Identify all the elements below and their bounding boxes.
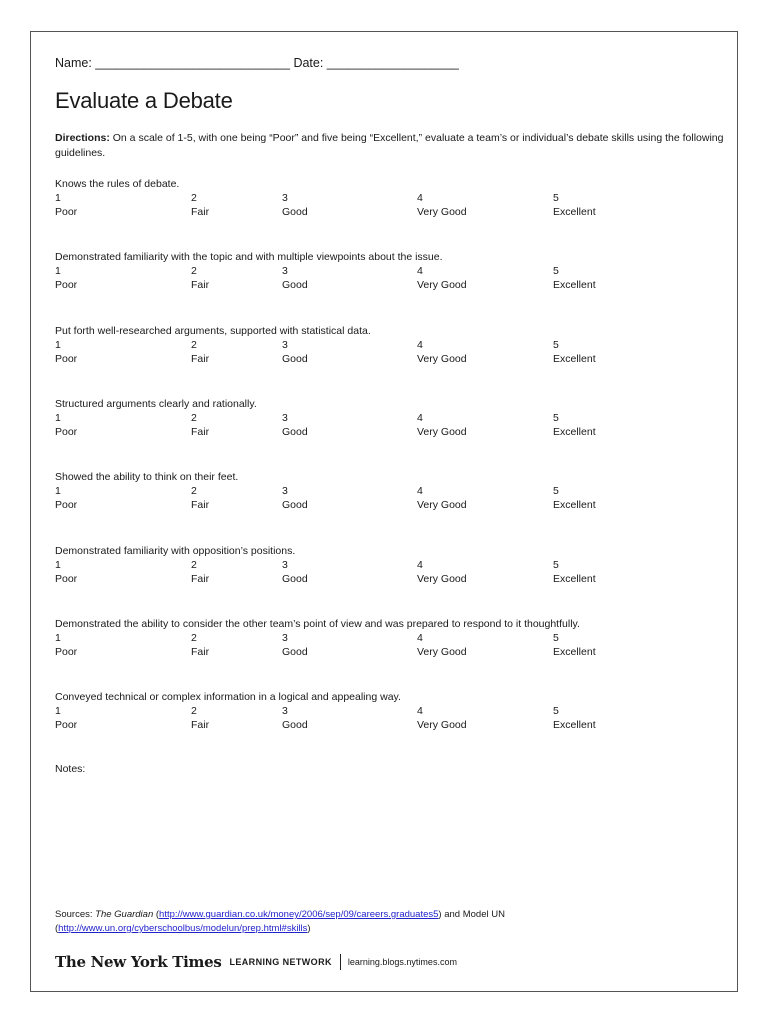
rating-number: 1 bbox=[55, 632, 61, 644]
rating-label: Excellent bbox=[553, 646, 596, 658]
rating-option-2 bbox=[191, 631, 209, 659]
sources bbox=[55, 908, 725, 936]
rating-number: 5 bbox=[553, 705, 559, 717]
criterion-text: Structured arguments clearly and rationally. bbox=[55, 398, 257, 410]
modelun-link[interactable]: http://www.un.org/cyberschoolbus/modelun/prep.html#skills bbox=[58, 923, 308, 934]
rating-option-5 bbox=[553, 411, 596, 439]
rating-scale bbox=[55, 338, 725, 368]
worksheet-frame bbox=[30, 31, 738, 992]
rating-option-1 bbox=[55, 484, 77, 512]
rating-number: 2 bbox=[191, 705, 197, 717]
rating-label: Excellent bbox=[553, 426, 596, 438]
rating-option-4 bbox=[417, 558, 467, 586]
notes-label: Notes: bbox=[55, 763, 86, 775]
criterion bbox=[55, 250, 725, 294]
rating-scale bbox=[55, 704, 725, 734]
rating-option-5 bbox=[553, 704, 596, 732]
rating-number: 5 bbox=[553, 485, 559, 497]
rating-option-2 bbox=[191, 191, 209, 219]
rating-option-4 bbox=[417, 484, 467, 512]
rating-label: Fair bbox=[191, 719, 210, 731]
rating-option-5 bbox=[553, 264, 596, 292]
rating-label: Very Good bbox=[417, 279, 467, 291]
rating-number: 4 bbox=[417, 412, 423, 424]
nyt-logo: The New York Times bbox=[55, 953, 222, 971]
rating-option-4 bbox=[417, 338, 467, 366]
rating-label: Poor bbox=[55, 353, 78, 365]
rating-option-4 bbox=[417, 191, 467, 219]
rating-label: Good bbox=[282, 426, 308, 438]
rating-number: 4 bbox=[417, 265, 423, 277]
rating-label: Good bbox=[282, 646, 308, 658]
rating-number: 2 bbox=[191, 412, 197, 424]
criterion-text: Demonstrated the ability to consider the other team’s point of view and was prepared to respond to it thoughtfully. bbox=[55, 618, 580, 630]
rating-option-5 bbox=[553, 558, 596, 586]
rating-option-3 bbox=[282, 411, 308, 439]
criterion bbox=[55, 397, 725, 441]
rating-label: Poor bbox=[55, 426, 78, 438]
criterion bbox=[55, 544, 725, 588]
rating-number: 2 bbox=[191, 559, 197, 571]
rating-scale bbox=[55, 191, 725, 221]
rating-option-1 bbox=[55, 704, 77, 732]
rating-number: 1 bbox=[55, 192, 61, 204]
guardian-link[interactable]: http://www.guardian.co.uk/money/2006/sep/09/careers.graduates5 bbox=[159, 909, 439, 920]
rating-option-5 bbox=[553, 338, 596, 366]
rating-number: 1 bbox=[55, 265, 61, 277]
rating-label: Good bbox=[282, 573, 308, 585]
rating-option-3 bbox=[282, 338, 308, 366]
footer-divider bbox=[340, 954, 341, 970]
rating-number: 1 bbox=[55, 339, 61, 351]
name-blank: ____________________________ bbox=[91, 56, 294, 70]
criterion-text: Demonstrated familiarity with the topic and with multiple viewpoints about the issue. bbox=[55, 251, 443, 263]
rating-number: 5 bbox=[553, 632, 559, 644]
sources-open: ( bbox=[153, 909, 160, 920]
rating-scale bbox=[55, 558, 725, 588]
sources-guardian: The Guardian bbox=[95, 909, 154, 920]
rating-number: 4 bbox=[417, 632, 423, 644]
rating-number: 1 bbox=[55, 412, 61, 424]
name-date-line bbox=[55, 56, 459, 70]
criterion bbox=[55, 470, 725, 514]
rating-option-2 bbox=[191, 704, 209, 732]
sources-close: ) bbox=[307, 923, 311, 934]
rating-number: 2 bbox=[191, 339, 197, 351]
rating-scale bbox=[55, 484, 725, 514]
criterion-text: Put forth well-researched arguments, supported with statistical data. bbox=[55, 325, 371, 337]
criterion-text: Showed the ability to think on their feet. bbox=[55, 471, 239, 483]
learning-network-label: LEARNING NETWORK bbox=[229, 957, 332, 967]
rating-option-5 bbox=[553, 484, 596, 512]
rating-label: Good bbox=[282, 279, 308, 291]
rating-option-1 bbox=[55, 264, 77, 292]
rating-number: 4 bbox=[417, 339, 423, 351]
rating-label: Very Good bbox=[417, 426, 467, 438]
rating-option-2 bbox=[191, 264, 209, 292]
rating-option-3 bbox=[282, 631, 308, 659]
rating-label: Fair bbox=[191, 353, 210, 365]
rating-number: 2 bbox=[191, 485, 197, 497]
rating-label: Poor bbox=[55, 646, 78, 658]
rating-option-4 bbox=[417, 264, 467, 292]
rating-number: 2 bbox=[191, 632, 197, 644]
directions-label: Directions: bbox=[55, 132, 110, 144]
rating-option-1 bbox=[55, 631, 77, 659]
criterion bbox=[55, 617, 725, 661]
rating-number: 5 bbox=[553, 265, 559, 277]
rating-label: Good bbox=[282, 353, 308, 365]
rating-number: 3 bbox=[282, 339, 288, 351]
rating-scale bbox=[55, 411, 725, 441]
rating-label: Excellent bbox=[553, 719, 596, 731]
rating-option-5 bbox=[553, 631, 596, 659]
rating-option-5 bbox=[553, 191, 596, 219]
rating-number: 5 bbox=[553, 559, 559, 571]
rating-label: Excellent bbox=[553, 353, 596, 365]
rating-label: Excellent bbox=[553, 499, 596, 511]
sources-prefix: Sources: bbox=[55, 909, 96, 920]
rating-option-3 bbox=[282, 264, 308, 292]
rating-number: 3 bbox=[282, 705, 288, 717]
rating-number: 5 bbox=[553, 339, 559, 351]
directions bbox=[55, 131, 725, 161]
rating-label: Very Good bbox=[417, 206, 467, 218]
rating-label: Good bbox=[282, 499, 308, 511]
rating-number: 3 bbox=[282, 192, 288, 204]
rating-number: 1 bbox=[55, 485, 61, 497]
rating-label: Fair bbox=[191, 573, 210, 585]
criterion-text: Conveyed technical or complex information in a logical and appealing way. bbox=[55, 691, 401, 703]
sources-open2: ( bbox=[55, 923, 59, 934]
rating-number: 3 bbox=[282, 632, 288, 644]
criterion bbox=[55, 324, 725, 368]
rating-number: 3 bbox=[282, 559, 288, 571]
rating-label: Very Good bbox=[417, 353, 467, 365]
criterion-text: Demonstrated familiarity with opposition’s positions. bbox=[55, 545, 296, 557]
rating-label: Good bbox=[282, 206, 308, 218]
rating-option-1 bbox=[55, 558, 77, 586]
rating-option-2 bbox=[191, 338, 209, 366]
rating-label: Fair bbox=[191, 646, 210, 658]
rating-label: Fair bbox=[191, 426, 210, 438]
rating-number: 5 bbox=[553, 192, 559, 204]
rating-number: 1 bbox=[55, 559, 61, 571]
rating-option-3 bbox=[282, 704, 308, 732]
rating-number: 4 bbox=[417, 705, 423, 717]
rating-option-4 bbox=[417, 631, 467, 659]
rating-number: 2 bbox=[191, 192, 197, 204]
rating-number: 5 bbox=[553, 412, 559, 424]
rating-number: 3 bbox=[282, 412, 288, 424]
rating-label: Excellent bbox=[553, 206, 596, 218]
rating-option-3 bbox=[282, 484, 308, 512]
footer-site-url: learning.blogs.nytimes.com bbox=[347, 957, 457, 967]
rating-number: 3 bbox=[282, 265, 288, 277]
rating-number: 2 bbox=[191, 265, 197, 277]
rating-number: 4 bbox=[417, 559, 423, 571]
rating-option-1 bbox=[55, 411, 77, 439]
rating-label: Very Good bbox=[417, 573, 467, 585]
rating-label: Fair bbox=[191, 279, 210, 291]
rating-scale bbox=[55, 264, 725, 294]
rating-label: Very Good bbox=[417, 719, 467, 731]
rating-option-2 bbox=[191, 411, 209, 439]
rating-option-4 bbox=[417, 411, 467, 439]
rating-label: Very Good bbox=[417, 499, 467, 511]
rating-option-1 bbox=[55, 191, 77, 219]
rating-label: Good bbox=[282, 719, 308, 731]
date-label: Date: bbox=[293, 56, 324, 70]
rating-number: 4 bbox=[417, 485, 423, 497]
rating-label: Excellent bbox=[553, 573, 596, 585]
criterion-text: Knows the rules of debate. bbox=[55, 178, 180, 190]
rating-option-3 bbox=[282, 191, 308, 219]
rating-label: Fair bbox=[191, 499, 210, 511]
date-blank: ___________________ bbox=[323, 56, 459, 70]
rating-label: Very Good bbox=[417, 646, 467, 658]
rating-label: Poor bbox=[55, 499, 78, 511]
rating-option-1 bbox=[55, 338, 77, 366]
rating-option-4 bbox=[417, 704, 467, 732]
rating-number: 3 bbox=[282, 485, 288, 497]
directions-text: On a scale of 1-5, with one being “Poor” and five being “Excellent,” evaluate a team’s or individual’s debate skills using the following guidelines. bbox=[55, 132, 724, 159]
rating-option-2 bbox=[191, 558, 209, 586]
footer bbox=[55, 951, 457, 973]
sources-mid: ) and Model UN bbox=[438, 909, 505, 920]
rating-option-3 bbox=[282, 558, 308, 586]
page-title: Evaluate a Debate bbox=[55, 88, 233, 113]
rating-number: 4 bbox=[417, 192, 423, 204]
rating-label: Poor bbox=[55, 206, 78, 218]
rating-option-2 bbox=[191, 484, 209, 512]
rating-label: Fair bbox=[191, 206, 210, 218]
rating-label: Poor bbox=[55, 719, 78, 731]
name-label: Name: bbox=[55, 56, 92, 70]
criterion bbox=[55, 177, 725, 221]
rating-number: 1 bbox=[55, 705, 61, 717]
rating-label: Excellent bbox=[553, 279, 596, 291]
rating-label: Poor bbox=[55, 573, 78, 585]
rating-scale bbox=[55, 631, 725, 661]
rating-label: Poor bbox=[55, 279, 78, 291]
criterion bbox=[55, 690, 725, 734]
